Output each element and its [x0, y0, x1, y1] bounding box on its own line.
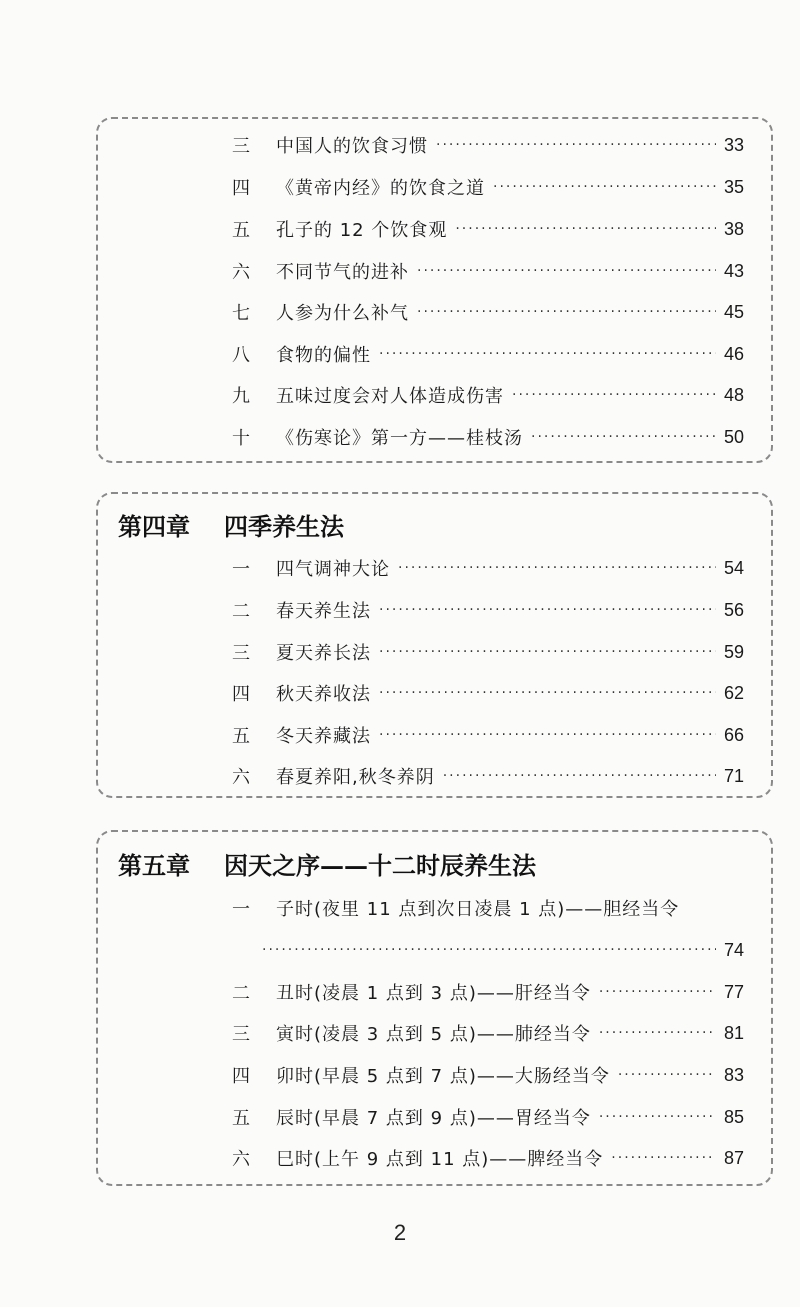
- page-number: 2: [393, 1220, 407, 1245]
- toc-entry[interactable]: [232, 214, 744, 244]
- dot-leader: [455, 219, 716, 239]
- dot-leader: [379, 683, 716, 703]
- entry-number: 一: [232, 559, 250, 580]
- entry-number: 五: [232, 1108, 250, 1129]
- toc-entry[interactable]: [232, 256, 744, 286]
- toc-entry[interactable]: [232, 1102, 744, 1132]
- toc-entry[interactable]: [232, 130, 744, 160]
- toc-section-box: [96, 117, 773, 463]
- entry-title: 卯时(早晨 5 点到 7 点)——大肠经当令: [276, 1066, 610, 1087]
- entry-page: 48: [723, 384, 744, 405]
- entry-page: 71: [723, 765, 744, 786]
- chapter-heading[interactable]: [118, 507, 344, 542]
- toc-entry[interactable]: [232, 893, 744, 923]
- toc-chapter-box: [96, 830, 773, 1186]
- entry-page: 46: [723, 343, 744, 364]
- entry-title: 丑时(凌晨 1 点到 3 点)——肝经当令: [276, 983, 591, 1004]
- dot-leader: [599, 1023, 716, 1043]
- dot-leader: [611, 1148, 716, 1168]
- toc-entry[interactable]: [232, 380, 744, 410]
- entry-title: 人参为什么补气: [276, 303, 409, 324]
- dot-leader: [379, 600, 716, 620]
- entry-title: 《黄帝内经》的饮食之道: [276, 178, 485, 199]
- toc-entry[interactable]: [232, 297, 744, 327]
- entry-title: 食物的偏性: [276, 345, 371, 366]
- toc-entry[interactable]: [232, 1143, 744, 1173]
- dot-leader: [599, 1107, 716, 1127]
- toc-entry[interactable]: [232, 720, 744, 750]
- entry-title: 《伤寒论》第一方——桂枝汤: [276, 428, 523, 449]
- toc-entry[interactable]: [232, 637, 744, 667]
- chapter-heading[interactable]: [118, 846, 536, 881]
- entry-page: 85: [723, 1106, 744, 1127]
- entry-number: 二: [232, 601, 250, 622]
- chapter-label: 第五章: [118, 851, 190, 880]
- toc-entry[interactable]: [232, 422, 744, 452]
- entry-page: 87: [723, 1147, 744, 1168]
- entry-title: 辰时(早晨 7 点到 9 点)——胃经当令: [276, 1108, 591, 1129]
- entry-page: 33: [723, 134, 744, 155]
- toc-entry-continuation[interactable]: [262, 935, 744, 965]
- entry-title: 秋天养收法: [276, 684, 371, 705]
- entry-page: 45: [723, 301, 744, 322]
- entry-page: 81: [723, 1022, 744, 1043]
- dot-leader: [618, 1065, 716, 1085]
- toc-entry[interactable]: [232, 977, 744, 1007]
- entry-number: 七: [232, 303, 250, 324]
- dot-leader: [531, 427, 716, 447]
- entry-page: 50: [723, 426, 744, 447]
- toc-entry[interactable]: [232, 595, 744, 625]
- entry-title: 春夏养阳,秋冬养阴: [276, 767, 435, 788]
- chapter-title: 因天之序——十二时辰养生法: [224, 851, 536, 880]
- entry-title: 五味过度会对人体造成伤害: [276, 386, 504, 407]
- entry-number: 二: [232, 983, 250, 1004]
- entry-title: 四气调神大论: [276, 559, 390, 580]
- entry-page: 77: [723, 981, 744, 1002]
- entry-page: 56: [723, 599, 744, 620]
- chapter-label: 第四章: [118, 512, 190, 541]
- toc-entry[interactable]: [232, 1060, 744, 1090]
- entry-page: 59: [723, 641, 744, 662]
- entry-title: 冬天养藏法: [276, 726, 371, 747]
- entry-page: 66: [723, 724, 744, 745]
- entry-number: 四: [232, 1066, 250, 1087]
- entry-title: 巳时(上午 9 点到 11 点)——脾经当令: [276, 1149, 604, 1170]
- dot-leader: [417, 302, 716, 322]
- entry-page: 74: [723, 939, 744, 960]
- toc-entry[interactable]: [232, 678, 744, 708]
- entry-number: 五: [232, 220, 250, 241]
- toc-entry[interactable]: [232, 1018, 744, 1048]
- entry-number: 八: [232, 345, 250, 366]
- dot-leader: [493, 177, 716, 197]
- entry-number: 六: [232, 262, 250, 283]
- toc-entry[interactable]: [232, 339, 744, 369]
- entry-number: 六: [232, 767, 250, 788]
- entry-title: 春天养生法: [276, 601, 371, 622]
- toc-entry[interactable]: [232, 172, 744, 202]
- dot-leader: [417, 261, 716, 281]
- entry-page: 62: [723, 682, 744, 703]
- entry-page: 43: [723, 260, 744, 281]
- entry-number: 一: [232, 899, 250, 920]
- entry-title: 中国人的饮食习惯: [276, 136, 428, 157]
- entry-number: 九: [232, 386, 250, 407]
- dot-leader: [436, 135, 716, 155]
- dot-leader: [379, 344, 716, 364]
- dot-leader: [599, 982, 716, 1002]
- entry-page: 35: [723, 176, 744, 197]
- entry-page: 83: [723, 1064, 744, 1085]
- entry-title: 不同节气的进补: [276, 262, 409, 283]
- entry-page: 54: [723, 557, 744, 578]
- entry-number: 三: [232, 136, 250, 157]
- entry-title: 夏天养长法: [276, 643, 371, 664]
- dot-leader: [512, 385, 716, 405]
- chapter-title: 四季养生法: [224, 512, 344, 541]
- dot-leader: [379, 642, 716, 662]
- dot-leader: [262, 940, 716, 960]
- entry-title: 寅时(凌晨 3 点到 5 点)——肺经当令: [276, 1024, 591, 1045]
- toc-entry[interactable]: [232, 761, 744, 791]
- entry-number: 十: [232, 428, 250, 449]
- entry-number: 三: [232, 1024, 250, 1045]
- dot-leader: [398, 558, 716, 578]
- entry-title: 子时(夜里 11 点到次日凌晨 1 点)——胆经当令: [276, 899, 680, 920]
- entry-number: 三: [232, 643, 250, 664]
- toc-entry[interactable]: [232, 553, 744, 583]
- entry-number: 六: [232, 1149, 250, 1170]
- entry-number: 五: [232, 726, 250, 747]
- entry-title: 孔子的 12 个饮食观: [276, 220, 448, 241]
- entry-page: 38: [723, 218, 744, 239]
- entry-number: 四: [232, 684, 250, 705]
- dot-leader: [379, 725, 716, 745]
- entry-number: 四: [232, 178, 250, 199]
- dot-leader: [443, 766, 716, 786]
